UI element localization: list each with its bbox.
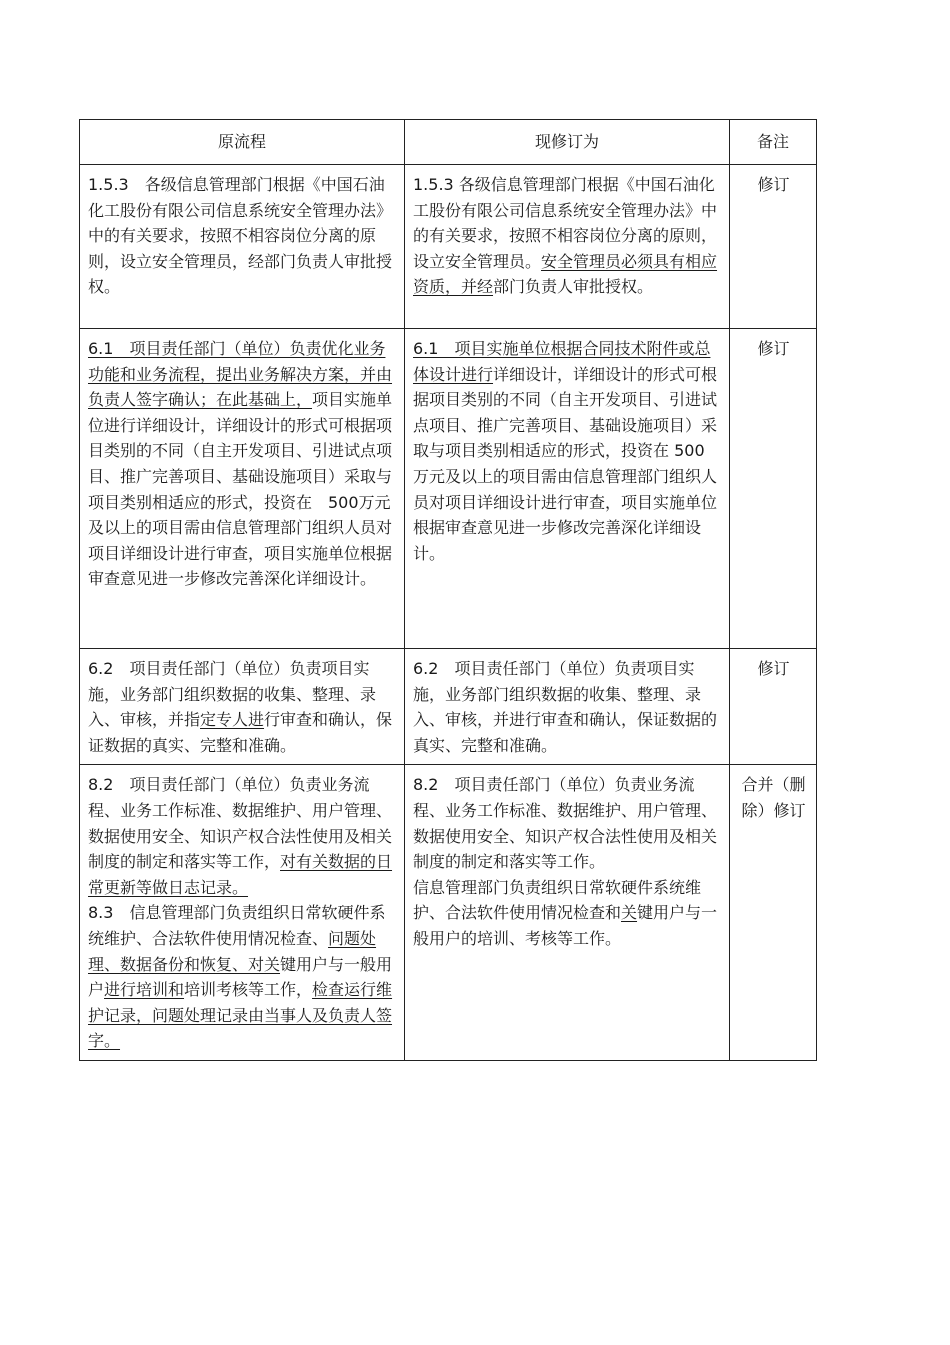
clause-text: 1.5.3 各级信息管理部门根据《中国石油化工股份有限公司信息系统安全管理办法》中的有关要求，按照不相容岗位分离的原则，设立安全管理员。	[413, 175, 718, 271]
revision-mark-text: 问题处理、数据备份和恢复、对关	[88, 928, 377, 974]
header-note: 备注	[730, 120, 817, 165]
header-revised: 现修订为	[405, 120, 730, 165]
clause-text: 键用户与一般用户的培训、考核等工作。	[413, 903, 718, 948]
note-cell: 修订	[730, 165, 817, 329]
clause-text: 部门负责人审批授权。	[493, 277, 654, 297]
clause-text: 培训考核等工作，	[184, 980, 313, 1000]
revised-process-cell	[405, 329, 730, 649]
table-row	[80, 765, 817, 1061]
revision-mark-text: 检查运行维护记录，问题处理记录由当事人及负责人签字。	[88, 980, 393, 1051]
original-process-cell	[80, 649, 405, 765]
table-row	[80, 329, 817, 649]
table-body	[80, 165, 817, 1061]
clause-text: 详细设计，详细设计的形式可根据项目类别的不同（自主开发项目、引进试点项目、推广完善项目、基础设施项目）采取与项目类别相适应的形式，投资在 500 万元及以上的项目需由信息管理部门组织人员对项目详细设计进行审查，项目实施单位根据审查意见进一步修改完善深化详细设计。	[413, 364, 718, 563]
revised-process-cell	[405, 765, 730, 1061]
clause-text: 6.2 项目责任部门（单位）负责项目实施，业务部门组织数据的收集、整理、录入、审核，并指	[88, 659, 377, 730]
revision-mark-text: 定专人进	[200, 710, 265, 730]
note-cell: 修订	[730, 329, 817, 649]
revision-mark-text: 进行培训和	[104, 980, 185, 1000]
revision-table	[79, 119, 817, 1061]
clause-text: 8.3 信息管理部门负责组织日常软硬件系统维护、合法软件使用情况检查、	[88, 903, 386, 948]
clause-text: 键用户与一般用户	[88, 954, 393, 1000]
original-process-cell	[80, 165, 405, 329]
revision-mark-text: 6.1 项目实施单位根据合同技术附件或总体设计进行	[413, 339, 711, 384]
clause-text: 8.2 项目责任部门（单位）负责业务流程、业务工作标准、数据维护、用户管理、数据使用安全、知识产权合法性使用及相关制度的制定和落实等工作，	[88, 775, 393, 872]
revision-mark-text: 安全管理员必须具有相应资质，并经	[413, 251, 718, 297]
clause-text: 信息管理部门负责组织日常软硬件系统维护、合法软件使用情况检查和	[413, 877, 702, 923]
revision-mark-text: 6.1 项目责任部门（单位）负责优化业务功能和业务流程，提出业务解决方案，并由负责人签字确认；在此基础上，	[88, 339, 393, 410]
revised-process-cell	[405, 649, 730, 765]
clause-text: 行审查和确认，保证数据的真实、完整和准确。	[88, 710, 393, 755]
clause-text: 项目实施单位进行详细设计，详细设计的形式可根据项目类别的不同（自主开发项目、引进试点项目、推广完善项目、基础设施项目）采取与项目类别相适应的形式，投资在 500万元及以上的项目需由信息管理部门组织人员对项目详细设计进行审查，项目实施单位根据审查意见进一步修改完善深化详细设计。	[88, 390, 393, 589]
note-cell: 修订	[730, 649, 817, 765]
original-process-cell	[80, 765, 405, 1061]
revision-mark-text: 关	[621, 903, 638, 923]
table-row	[80, 165, 817, 329]
header-original: 原流程	[80, 120, 405, 165]
note-cell: 合并（删除）修订	[730, 765, 817, 1061]
revision-mark-text: 对有关数据的日常更新等做日志记录。	[88, 852, 393, 897]
original-process-cell	[80, 329, 405, 649]
revised-process-cell	[405, 165, 730, 329]
clause-text: 6.2 项目责任部门（单位）负责项目实施，业务部门组织数据的收集、整理、录入、审核，并进行审查和确认，保证数据的真实、完整和准确。	[413, 659, 718, 755]
table-row	[80, 649, 817, 765]
clause-text: 1.5.3 各级信息管理部门根据《中国石油化工股份有限公司信息系统安全管理办法》中的有关要求，按照不相容岗位分离的原则，设立安全管理员，经部门负责人审批授权。	[88, 175, 393, 297]
table-header-row	[80, 120, 817, 165]
clause-text: 8.2 项目责任部门（单位）负责业务流程、业务工作标准、数据维护、用户管理、数据使用安全、知识产权合法性使用及相关制度的制定和落实等工作。	[413, 775, 718, 872]
